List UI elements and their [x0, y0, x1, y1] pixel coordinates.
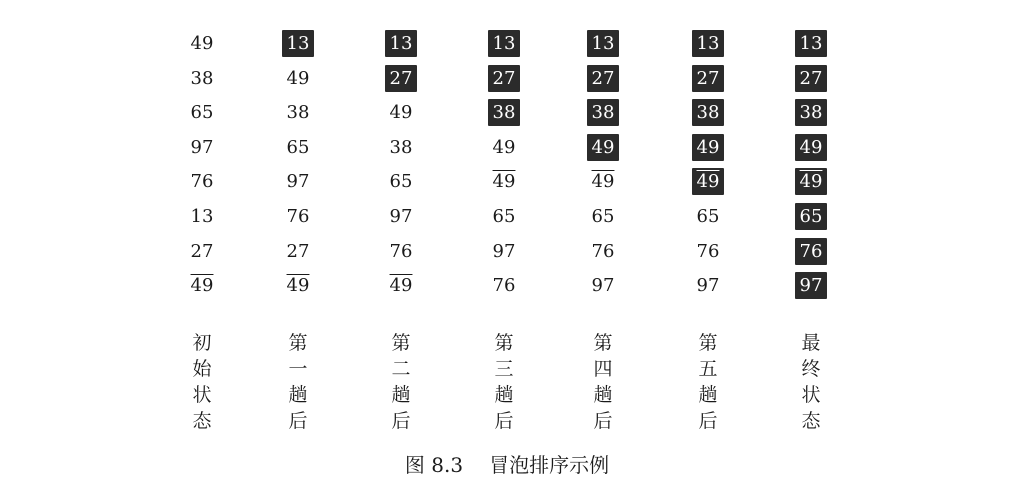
- sort-cell: [488, 26, 536, 60]
- unsorted-value: 27: [286, 240, 310, 262]
- sort-cell: [385, 61, 433, 95]
- column-label-char: 第: [593, 332, 613, 354]
- sort-cell: [186, 268, 234, 302]
- column-label-char: 后: [288, 410, 308, 432]
- sort-cell: [795, 61, 843, 95]
- unsorted-value: 97: [492, 240, 516, 262]
- unsorted-value: 65: [591, 206, 615, 227]
- sort-cell: [282, 95, 330, 129]
- unsorted-value: 76: [190, 171, 214, 193]
- sort-cell: [385, 26, 433, 60]
- sorted-value-box: 49: [692, 168, 724, 195]
- unsorted-value: 65: [492, 206, 516, 227]
- unsorted-value: 65: [190, 102, 214, 124]
- sorted-value-box: 13: [488, 30, 520, 57]
- sort-cell: [385, 130, 433, 164]
- figure-number: 图 8.3: [404, 453, 464, 477]
- sort-cell: [186, 234, 234, 268]
- sort-cell: [587, 130, 635, 164]
- unsorted-value: 76: [591, 240, 615, 262]
- sort-cell: [282, 130, 330, 164]
- column-label: [488, 330, 520, 434]
- column-label-char: 态: [801, 410, 821, 432]
- unsorted-value: 38: [286, 102, 310, 124]
- column-label-char: 状: [801, 384, 821, 406]
- unsorted-value: 38: [389, 136, 413, 158]
- unsorted-value: 49: [492, 171, 516, 193]
- sort-cell: [795, 234, 843, 268]
- unsorted-value: 97: [696, 275, 720, 297]
- sorted-value-box: 27: [488, 65, 520, 92]
- figure-title: 冒泡排序示例: [489, 453, 610, 477]
- column-label-char: 第: [494, 332, 514, 354]
- column-label-char: 趟: [494, 384, 514, 406]
- column-label-char: 趟: [593, 384, 613, 406]
- sort-cell: [488, 95, 536, 129]
- sort-cell: [692, 61, 740, 95]
- sort-cell: [282, 26, 330, 60]
- sort-cell: [692, 26, 740, 60]
- sort-cell: [282, 234, 330, 268]
- unsorted-value: 13: [190, 206, 214, 227]
- unsorted-value: 49: [492, 136, 516, 158]
- column-label-char: 第: [391, 332, 411, 354]
- sorted-value-box: 27: [385, 65, 417, 92]
- sort-cell: [488, 164, 536, 198]
- sort-cell: [692, 234, 740, 268]
- column-label-char: 第: [288, 332, 308, 354]
- sorted-value-box: 97: [795, 272, 827, 299]
- sort-cell: [282, 268, 330, 302]
- sort-cell: [587, 164, 635, 198]
- column-label-char: 五: [698, 358, 718, 380]
- sort-cell: [385, 234, 433, 268]
- column-label-char: 初: [192, 332, 212, 354]
- unsorted-value: 49: [389, 275, 413, 297]
- sorted-value-box: 49: [795, 134, 827, 161]
- sort-cell: [488, 268, 536, 302]
- sort-cell: [587, 268, 635, 302]
- sorted-value-box: 13: [385, 30, 417, 57]
- sort-cell: [186, 61, 234, 95]
- sorted-value-box: 13: [692, 30, 724, 57]
- unsorted-value: 76: [696, 240, 720, 262]
- sort-cell: [186, 26, 234, 60]
- sorted-value-box: 38: [795, 99, 827, 126]
- column-label-char: 终: [801, 358, 821, 380]
- column-label: [795, 330, 827, 434]
- unsorted-value: 76: [492, 275, 516, 297]
- unsorted-value: 49: [190, 275, 214, 297]
- column-label-char: 第: [698, 332, 718, 354]
- column-label-char: 状: [192, 384, 212, 406]
- unsorted-value: 97: [389, 206, 413, 227]
- sort-cell: [795, 268, 843, 302]
- column-label-char: 后: [593, 410, 613, 432]
- sort-cell: [795, 164, 843, 198]
- unsorted-value: 49: [389, 102, 413, 124]
- sort-cell: [692, 268, 740, 302]
- unsorted-value: 97: [591, 275, 615, 297]
- sorted-value-box: 38: [692, 99, 724, 126]
- column-label: [186, 330, 218, 434]
- sort-cell: [186, 199, 234, 233]
- column-label-char: 趟: [698, 384, 718, 406]
- sort-cell: [692, 199, 740, 233]
- sort-cell: [692, 95, 740, 129]
- sort-cell: [488, 199, 536, 233]
- unsorted-value: 76: [286, 206, 310, 227]
- unsorted-value: 65: [696, 206, 720, 227]
- sort-cell: [488, 61, 536, 95]
- column-label-char: 后: [494, 410, 514, 432]
- sort-cell: [385, 199, 433, 233]
- sort-cell: [488, 234, 536, 268]
- sort-cell: [385, 268, 433, 302]
- sort-cell: [692, 130, 740, 164]
- sorted-value-box: 27: [795, 65, 827, 92]
- sorted-value-box: 13: [587, 30, 619, 57]
- sorted-value-box: 38: [488, 99, 520, 126]
- unsorted-value: 97: [286, 171, 310, 193]
- unsorted-value: 49: [286, 67, 310, 89]
- sorted-value-box: 49: [692, 134, 724, 161]
- sort-cell: [587, 61, 635, 95]
- column-label-char: 一: [288, 358, 308, 380]
- sort-cell: [385, 164, 433, 198]
- column-label: [282, 330, 314, 434]
- sort-cell: [795, 26, 843, 60]
- column-label-char: 趟: [391, 384, 411, 406]
- unsorted-value: 76: [389, 240, 413, 262]
- unsorted-value: 49: [286, 275, 310, 297]
- sort-cell: [692, 164, 740, 198]
- column-label: [692, 330, 724, 434]
- column-label: [587, 330, 619, 434]
- figure-caption: [0, 452, 1014, 478]
- sorted-value-box: 49: [795, 168, 827, 195]
- sort-cell: [795, 130, 843, 164]
- sort-cell: [385, 95, 433, 129]
- sort-cell: [186, 130, 234, 164]
- unsorted-value: 65: [389, 171, 413, 193]
- column-label-char: 四: [593, 358, 613, 380]
- sort-cell: [795, 95, 843, 129]
- sorted-value-box: 49: [587, 134, 619, 161]
- unsorted-value: 38: [190, 67, 214, 89]
- unsorted-value: 27: [190, 240, 214, 262]
- sorted-value-box: 27: [692, 65, 724, 92]
- column-label-char: 三: [494, 358, 514, 380]
- column-label-char: 趟: [288, 384, 308, 406]
- column-label-char: 始: [192, 358, 212, 380]
- sort-cell: [282, 199, 330, 233]
- sort-cell: [186, 164, 234, 198]
- sort-cell: [587, 234, 635, 268]
- column-label-char: 最: [801, 332, 821, 354]
- unsorted-value: 65: [286, 136, 310, 158]
- sorted-value-box: 13: [795, 30, 827, 57]
- sort-cell: [282, 164, 330, 198]
- column-label-char: 后: [698, 410, 718, 432]
- sort-cell: [488, 130, 536, 164]
- unsorted-value: 49: [591, 171, 615, 193]
- sort-cell: [587, 26, 635, 60]
- unsorted-value: 49: [190, 33, 214, 54]
- sorted-value-box: 38: [587, 99, 619, 126]
- sorted-value-box: 76: [795, 238, 827, 265]
- sort-cell: [587, 199, 635, 233]
- sort-cell: [795, 199, 843, 233]
- column-label-char: 态: [192, 410, 212, 432]
- sort-cell: [282, 61, 330, 95]
- sorted-value-box: 65: [795, 203, 827, 230]
- unsorted-value: 97: [190, 136, 214, 158]
- sort-cell: [186, 95, 234, 129]
- sorted-value-box: 27: [587, 65, 619, 92]
- sort-cell: [587, 95, 635, 129]
- column-label-char: 后: [391, 410, 411, 432]
- column-label-char: 二: [391, 358, 411, 380]
- sorted-value-box: 13: [282, 30, 314, 57]
- column-label: [385, 330, 417, 434]
